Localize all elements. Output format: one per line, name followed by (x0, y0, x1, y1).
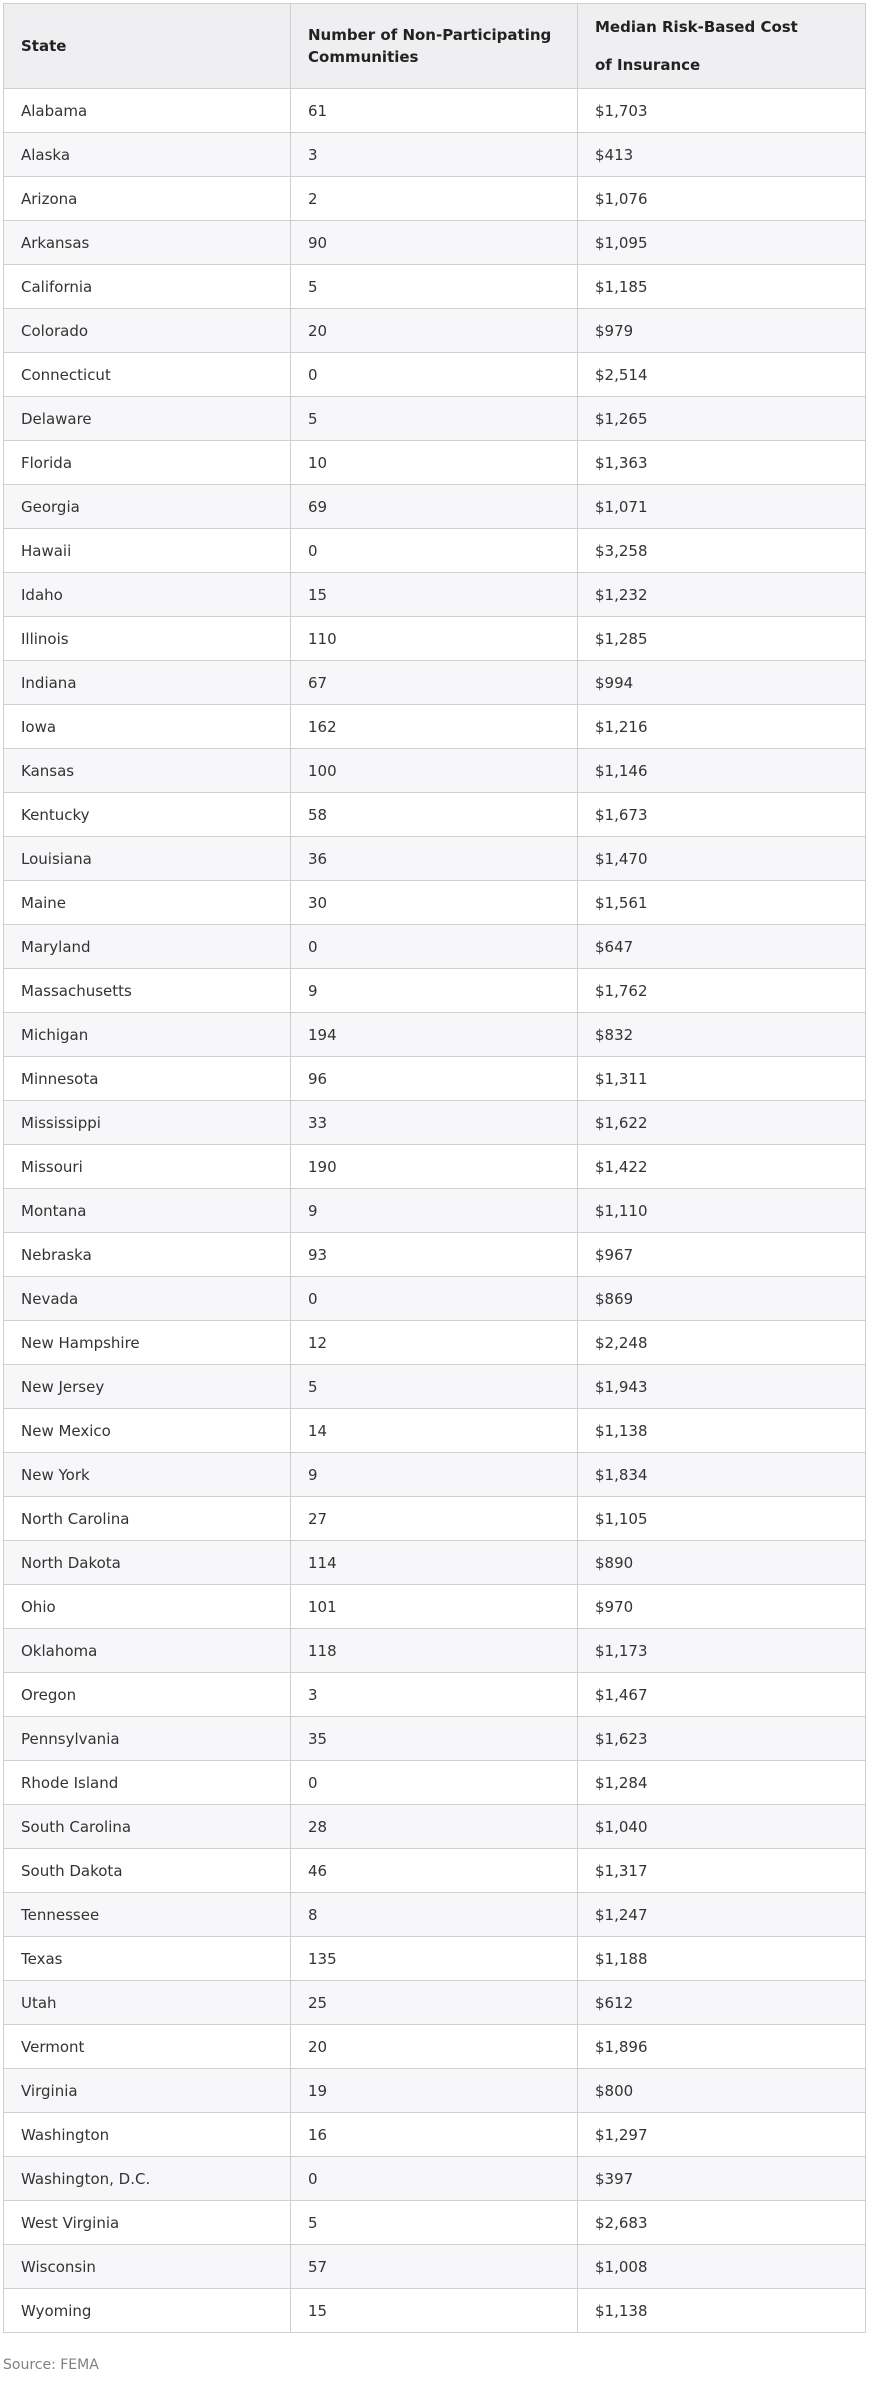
table-row (4, 221, 866, 265)
table-row (4, 1365, 866, 1409)
cell-median-cost: $1,040 (578, 1805, 866, 1849)
cell-state: Washington, D.C. (4, 2157, 291, 2201)
header-cost-line-2: of Insurance (595, 56, 701, 74)
cell-community-count: 57 (291, 2245, 578, 2289)
cell-median-cost: $1,703 (578, 89, 866, 133)
cell-community-count: 3 (291, 1673, 578, 1717)
table-row (4, 265, 866, 309)
cell-median-cost: $1,188 (578, 1937, 866, 1981)
cell-state: Oregon (4, 1673, 291, 1717)
insurance-table-container (3, 3, 865, 2333)
cell-community-count: 0 (291, 925, 578, 969)
insurance-table (3, 3, 866, 2333)
cell-state: Arizona (4, 177, 291, 221)
table-row (4, 1057, 866, 1101)
cell-median-cost: $3,258 (578, 529, 866, 573)
table-row (4, 1937, 866, 1981)
table-row (4, 1277, 866, 1321)
cell-median-cost: $1,762 (578, 969, 866, 1013)
cell-community-count: 190 (291, 1145, 578, 1189)
table-row (4, 2201, 866, 2245)
cell-community-count: 15 (291, 573, 578, 617)
cell-state: New Jersey (4, 1365, 291, 1409)
cell-state: Nevada (4, 1277, 291, 1321)
cell-community-count: 0 (291, 1277, 578, 1321)
cell-state: Wisconsin (4, 2245, 291, 2289)
cell-community-count: 9 (291, 1453, 578, 1497)
cell-community-count: 2 (291, 177, 578, 221)
cell-state: Colorado (4, 309, 291, 353)
table-row (4, 925, 866, 969)
cell-community-count: 35 (291, 1717, 578, 1761)
cell-community-count: 162 (291, 705, 578, 749)
table-row (4, 837, 866, 881)
table-row (4, 2069, 866, 2113)
table-row (4, 397, 866, 441)
cell-median-cost: $1,467 (578, 1673, 866, 1717)
table-row (4, 2025, 866, 2069)
table-row (4, 969, 866, 1013)
table-row (4, 529, 866, 573)
cell-community-count: 90 (291, 221, 578, 265)
table-row (4, 1761, 866, 1805)
table-row (4, 1453, 866, 1497)
table-row (4, 1717, 866, 1761)
cell-state: Michigan (4, 1013, 291, 1057)
cell-community-count: 20 (291, 2025, 578, 2069)
cell-state: Massachusetts (4, 969, 291, 1013)
cell-state: South Dakota (4, 1849, 291, 1893)
cell-state: Nebraska (4, 1233, 291, 1277)
cell-median-cost: $967 (578, 1233, 866, 1277)
cell-community-count: 9 (291, 969, 578, 1013)
source-note: Source: FEMA (3, 2357, 99, 2373)
cell-state: California (4, 265, 291, 309)
cell-state: South Carolina (4, 1805, 291, 1849)
cell-median-cost: $800 (578, 2069, 866, 2113)
cell-median-cost: $1,265 (578, 397, 866, 441)
cell-community-count: 33 (291, 1101, 578, 1145)
cell-median-cost: $1,896 (578, 2025, 866, 2069)
table-body (4, 89, 866, 2333)
cell-median-cost: $1,138 (578, 1409, 866, 1453)
cell-median-cost: $647 (578, 925, 866, 969)
table-row (4, 353, 866, 397)
cell-community-count: 14 (291, 1409, 578, 1453)
cell-median-cost: $1,146 (578, 749, 866, 793)
table-row (4, 1189, 866, 1233)
table-row (4, 881, 866, 925)
cell-community-count: 10 (291, 441, 578, 485)
cell-median-cost: $1,622 (578, 1101, 866, 1145)
cell-median-cost: $1,943 (578, 1365, 866, 1409)
cell-community-count: 0 (291, 353, 578, 397)
cell-state: Rhode Island (4, 1761, 291, 1805)
cell-community-count: 58 (291, 793, 578, 837)
cell-median-cost: $1,076 (578, 177, 866, 221)
table-row (4, 2289, 866, 2333)
cell-median-cost: $1,284 (578, 1761, 866, 1805)
cell-community-count: 46 (291, 1849, 578, 1893)
cell-median-cost: $2,514 (578, 353, 866, 397)
cell-state: Idaho (4, 573, 291, 617)
table-header-row (4, 4, 866, 89)
table-row (4, 1101, 866, 1145)
cell-community-count: 27 (291, 1497, 578, 1541)
cell-median-cost: $2,248 (578, 1321, 866, 1365)
cell-community-count: 8 (291, 1893, 578, 1937)
cell-median-cost: $1,422 (578, 1145, 866, 1189)
cell-median-cost: $890 (578, 1541, 866, 1585)
cell-state: New York (4, 1453, 291, 1497)
table-row (4, 1981, 866, 2025)
cell-median-cost: $1,297 (578, 2113, 866, 2157)
header-median-cost (578, 4, 866, 89)
cell-state: Tennessee (4, 1893, 291, 1937)
header-state (4, 4, 291, 89)
cell-state: Pennsylvania (4, 1717, 291, 1761)
cell-state: Hawaii (4, 529, 291, 573)
cell-state: Mississippi (4, 1101, 291, 1145)
cell-median-cost: $1,470 (578, 837, 866, 881)
cell-median-cost: $2,683 (578, 2201, 866, 2245)
cell-median-cost: $1,561 (578, 881, 866, 925)
table-row (4, 1849, 866, 1893)
cell-community-count: 16 (291, 2113, 578, 2157)
cell-state: Utah (4, 1981, 291, 2025)
cell-median-cost: $1,216 (578, 705, 866, 749)
cell-state: Illinois (4, 617, 291, 661)
cell-median-cost: $413 (578, 133, 866, 177)
table-row (4, 2245, 866, 2289)
cell-median-cost: $1,138 (578, 2289, 866, 2333)
cell-community-count: 114 (291, 1541, 578, 1585)
cell-median-cost: $970 (578, 1585, 866, 1629)
table-row (4, 1233, 866, 1277)
table-row (4, 705, 866, 749)
cell-median-cost: $979 (578, 309, 866, 353)
table-row (4, 2113, 866, 2157)
cell-community-count: 15 (291, 2289, 578, 2333)
header-non-participating-communities (291, 4, 578, 89)
table-row (4, 661, 866, 705)
cell-median-cost: $1,095 (578, 221, 866, 265)
header-count-line-1: Number of Non-Participating (308, 26, 552, 44)
cell-community-count: 0 (291, 2157, 578, 2201)
cell-state: Virginia (4, 2069, 291, 2113)
cell-state: Wyoming (4, 2289, 291, 2333)
cell-state: Alabama (4, 89, 291, 133)
cell-state: Montana (4, 1189, 291, 1233)
cell-state: Georgia (4, 485, 291, 529)
cell-median-cost: $397 (578, 2157, 866, 2201)
cell-community-count: 93 (291, 1233, 578, 1277)
cell-community-count: 67 (291, 661, 578, 705)
table-row (4, 793, 866, 837)
cell-median-cost: $1,247 (578, 1893, 866, 1937)
table-row (4, 1541, 866, 1585)
cell-median-cost: $1,623 (578, 1717, 866, 1761)
cell-community-count: 135 (291, 1937, 578, 1981)
cell-state: North Dakota (4, 1541, 291, 1585)
cell-median-cost: $612 (578, 1981, 866, 2025)
cell-state: Minnesota (4, 1057, 291, 1101)
cell-median-cost: $832 (578, 1013, 866, 1057)
cell-state: Connecticut (4, 353, 291, 397)
cell-median-cost: $1,173 (578, 1629, 866, 1673)
cell-median-cost: $1,105 (578, 1497, 866, 1541)
cell-community-count: 5 (291, 2201, 578, 2245)
cell-community-count: 110 (291, 617, 578, 661)
cell-state: Ohio (4, 1585, 291, 1629)
table-row (4, 133, 866, 177)
cell-median-cost: $1,071 (578, 485, 866, 529)
cell-community-count: 5 (291, 1365, 578, 1409)
cell-community-count: 101 (291, 1585, 578, 1629)
header-state-label: State (21, 37, 67, 55)
cell-community-count: 25 (291, 1981, 578, 2025)
table-row (4, 177, 866, 221)
cell-median-cost: $1,311 (578, 1057, 866, 1101)
cell-state: Texas (4, 1937, 291, 1981)
cell-state: Arkansas (4, 221, 291, 265)
cell-median-cost: $1,110 (578, 1189, 866, 1233)
cell-community-count: 5 (291, 265, 578, 309)
cell-state: Iowa (4, 705, 291, 749)
cell-community-count: 118 (291, 1629, 578, 1673)
table-row (4, 749, 866, 793)
table-row (4, 1893, 866, 1937)
cell-median-cost: $1,673 (578, 793, 866, 837)
cell-state: Missouri (4, 1145, 291, 1189)
cell-state: North Carolina (4, 1497, 291, 1541)
table-row (4, 617, 866, 661)
header-count-line-2: Communities (308, 48, 419, 66)
cell-community-count: 19 (291, 2069, 578, 2113)
cell-median-cost: $1,363 (578, 441, 866, 485)
cell-community-count: 12 (291, 1321, 578, 1365)
cell-median-cost: $1,008 (578, 2245, 866, 2289)
cell-state: Maine (4, 881, 291, 925)
table-row (4, 1673, 866, 1717)
cell-state: Maryland (4, 925, 291, 969)
cell-median-cost: $869 (578, 1277, 866, 1321)
table-row (4, 1321, 866, 1365)
table-row (4, 309, 866, 353)
cell-state: Washington (4, 2113, 291, 2157)
cell-community-count: 194 (291, 1013, 578, 1057)
cell-community-count: 61 (291, 89, 578, 133)
cell-community-count: 9 (291, 1189, 578, 1233)
cell-state: West Virginia (4, 2201, 291, 2245)
cell-community-count: 3 (291, 133, 578, 177)
table-row (4, 1497, 866, 1541)
cell-median-cost: $1,232 (578, 573, 866, 617)
cell-state: Vermont (4, 2025, 291, 2069)
cell-state: New Hampshire (4, 1321, 291, 1365)
cell-state: Kentucky (4, 793, 291, 837)
cell-community-count: 20 (291, 309, 578, 353)
cell-median-cost: $994 (578, 661, 866, 705)
cell-community-count: 69 (291, 485, 578, 529)
table-row (4, 441, 866, 485)
cell-community-count: 28 (291, 1805, 578, 1849)
cell-median-cost: $1,834 (578, 1453, 866, 1497)
table-row (4, 89, 866, 133)
cell-median-cost: $1,285 (578, 617, 866, 661)
table-row (4, 573, 866, 617)
cell-state: Delaware (4, 397, 291, 441)
cell-median-cost: $1,185 (578, 265, 866, 309)
table-row (4, 1409, 866, 1453)
cell-state: Indiana (4, 661, 291, 705)
cell-state: Alaska (4, 133, 291, 177)
table-row (4, 1585, 866, 1629)
cell-community-count: 96 (291, 1057, 578, 1101)
cell-community-count: 5 (291, 397, 578, 441)
cell-community-count: 100 (291, 749, 578, 793)
cell-state: New Mexico (4, 1409, 291, 1453)
header-cost-line-1: Median Risk-Based Cost (595, 18, 798, 36)
cell-state: Oklahoma (4, 1629, 291, 1673)
table-row (4, 1013, 866, 1057)
cell-community-count: 36 (291, 837, 578, 881)
cell-state: Kansas (4, 749, 291, 793)
cell-community-count: 30 (291, 881, 578, 925)
table-row (4, 485, 866, 529)
cell-community-count: 0 (291, 1761, 578, 1805)
table-row (4, 1145, 866, 1189)
table-row (4, 1805, 866, 1849)
cell-community-count: 0 (291, 529, 578, 573)
cell-state: Louisiana (4, 837, 291, 881)
table-row (4, 1629, 866, 1673)
cell-state: Florida (4, 441, 291, 485)
cell-median-cost: $1,317 (578, 1849, 866, 1893)
table-row (4, 2157, 866, 2201)
